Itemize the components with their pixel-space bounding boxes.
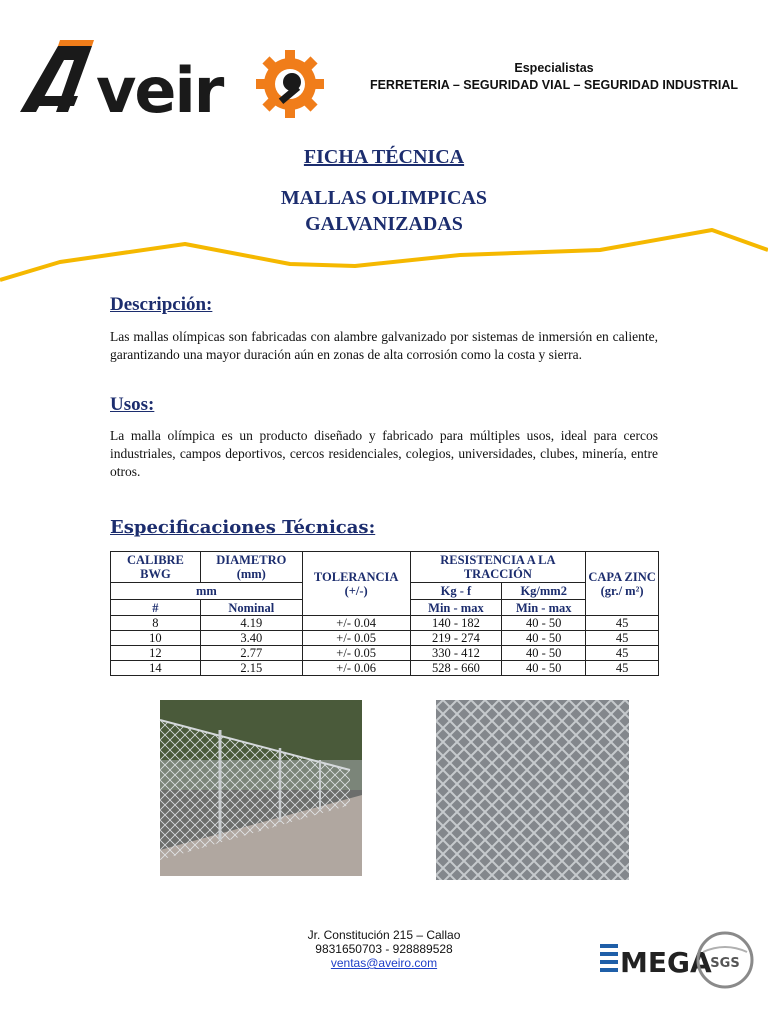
header-resistencia: RESISTENCIA A LA TRACCIÓN	[410, 552, 586, 583]
spec-heading	[110, 517, 375, 538]
cell-zinc: 45	[586, 646, 659, 661]
table-row	[111, 646, 659, 661]
cell-calibre: 14	[111, 661, 201, 676]
cell-diametro: 2.15	[200, 661, 302, 676]
header-minmax-kgmm2: Min - max	[502, 600, 586, 616]
sgs-logo	[695, 930, 755, 990]
table-row	[111, 631, 659, 646]
cell-diametro: 4.19	[200, 616, 302, 631]
yellow-wave-divider	[0, 222, 768, 292]
cell-zinc: 45	[586, 661, 659, 676]
mega-logo	[598, 938, 712, 979]
footer-email-link[interactable]: ventas@aveiro.com	[330, 956, 438, 970]
header-tolerancia: TOLERANCIA (+/-)	[302, 552, 410, 616]
table-row	[111, 616, 659, 631]
cell-tolerancia: +/- 0.05	[302, 646, 410, 661]
table-row	[111, 661, 659, 676]
cell-kgf: 219 - 274	[410, 631, 502, 646]
cell-zinc: 45	[586, 616, 659, 631]
cell-kgf: 140 - 182	[410, 616, 502, 631]
usos-text: La malla olímpica es un producto diseñado y fabricado para múltiples usos, ideal para cercos industriales, campos deportivos, cercos residenciales, colegios, universidades, clubes, minería, entre otros.	[110, 428, 658, 479]
cell-kgf: 330 - 412	[410, 646, 502, 661]
cell-tolerancia: +/- 0.05	[302, 631, 410, 646]
cell-diametro: 3.40	[200, 631, 302, 646]
specifications-table	[110, 551, 659, 676]
footer-contact	[234, 928, 534, 970]
tagline-specialists: Especialistas	[514, 61, 594, 75]
header-kgf: Kg - f	[410, 583, 502, 600]
header-diametro: DIAMETRO (mm)	[200, 552, 302, 583]
header-calibre: CALIBRE BWG	[111, 552, 201, 583]
sgs-text: SGS	[710, 956, 740, 971]
mesh-roll-photo	[436, 700, 629, 880]
product-title-line1: MALLAS OLIMPICAS	[280, 187, 488, 209]
cell-tolerancia: +/- 0.04	[302, 616, 410, 631]
cell-calibre: 12	[111, 646, 201, 661]
header-capa-zinc: CAPA ZINC (gr./ m²)	[586, 552, 659, 616]
header-minmax-kgf: Min - max	[410, 600, 502, 616]
mega-text: MEGA	[620, 946, 712, 979]
company-tagline	[360, 60, 748, 94]
cell-calibre: 10	[111, 631, 201, 646]
cell-zinc: 45	[586, 631, 659, 646]
header-nominal: Nominal	[200, 600, 302, 616]
usos-heading: Usos:	[110, 394, 155, 415]
cell-kgmm2: 40 - 50	[502, 616, 586, 631]
fence-photo	[160, 700, 362, 876]
tagline-areas: FERRETERIA – SEGURIDAD VIAL – SEGURIDAD INDUSTRIAL	[369, 78, 739, 92]
descripcion-text: Las mallas olímpicas son fabricadas con alambre galvanizado por sistemas de inmersión en caliente, garantizando una mayor duración aún en zonas de alta corrosión como la costa y sierra.	[110, 329, 658, 362]
product-title-line2: GALVANIZADAS	[305, 213, 463, 235]
header-number: #	[111, 600, 201, 616]
header-mm: mm	[111, 583, 303, 600]
cell-calibre: 8	[111, 616, 201, 631]
svg-text:veir: veir	[96, 54, 223, 127]
spec-heading-text: Especificaciones Técnicas:	[110, 517, 376, 538]
cell-tolerancia: +/- 0.06	[302, 661, 410, 676]
document-title: FICHA TÉCNICA	[303, 146, 465, 168]
header-kgmm2: Kg/mm2	[502, 583, 586, 600]
aveiro-logo	[18, 40, 328, 127]
cell-diametro: 2.77	[200, 646, 302, 661]
footer-phones: 9831650703 - 928889528	[315, 942, 453, 956]
descripcion-heading: Descripción:	[110, 294, 213, 315]
cell-kgmm2: 40 - 50	[502, 646, 586, 661]
cell-kgmm2: 40 - 50	[502, 661, 586, 676]
footer-address: Jr. Constitución 215 – Callao	[307, 928, 461, 942]
cell-kgf: 528 - 660	[410, 661, 502, 676]
cell-kgmm2: 40 - 50	[502, 631, 586, 646]
